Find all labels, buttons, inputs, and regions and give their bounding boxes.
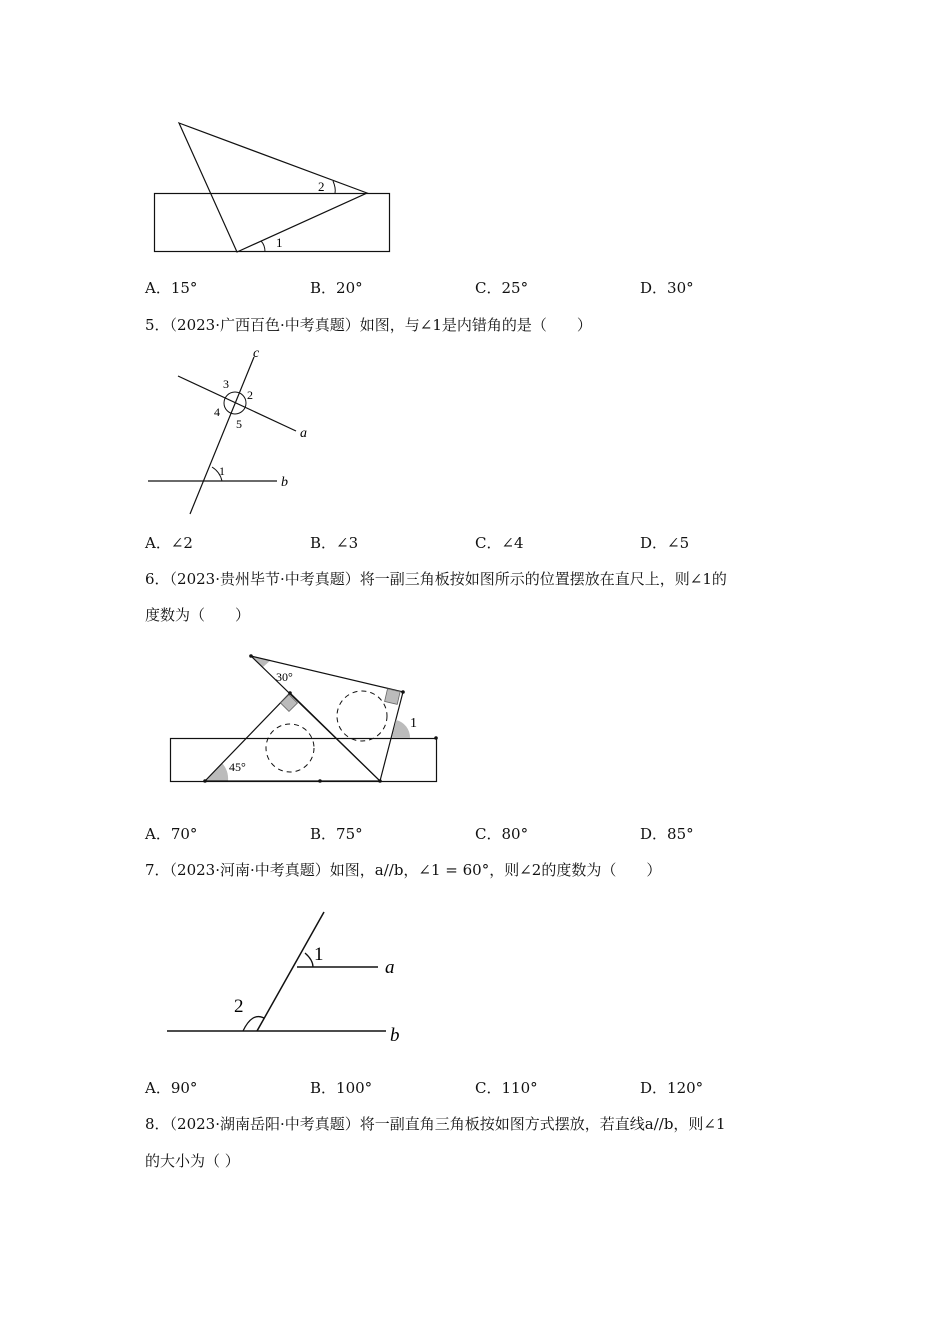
q7-option-b[interactable]: B．100° — [310, 1079, 373, 1097]
q7-option-c[interactable]: C．110° — [475, 1079, 538, 1097]
q6-options — [145, 823, 865, 845]
q8-stem: 8．（2023·湖南岳阳·中考真题）将一副直角三角板按如图方式摆放，若直线a//b，则∠1 — [145, 1115, 726, 1133]
label-2: 2 — [247, 388, 253, 402]
label-4: 4 — [214, 405, 220, 419]
label-3: 3 — [223, 377, 229, 391]
label-1: 1 — [314, 944, 324, 965]
label-2: 2 — [234, 996, 244, 1017]
q6-option-b[interactable]: B．75° — [310, 825, 363, 843]
point — [378, 779, 382, 783]
q4-figure — [150, 115, 395, 260]
q5-option-c[interactable]: C．∠4 — [475, 534, 524, 552]
q5-option-a[interactable]: A．∠2 — [145, 534, 193, 552]
label-a: a — [300, 426, 307, 441]
q6-option-c[interactable]: C．80° — [475, 825, 529, 843]
label-5: 5 — [236, 417, 242, 431]
right-angle-30 — [385, 689, 401, 705]
point — [249, 654, 253, 658]
label-b: b — [281, 475, 288, 490]
set-square-45-shade — [205, 763, 228, 781]
set-square-30 — [251, 656, 403, 781]
line-c — [190, 357, 254, 514]
q5-option-b[interactable]: B．∠3 — [310, 534, 359, 552]
angle-1-label: 1 — [276, 235, 283, 250]
label-a: a — [385, 957, 395, 978]
q4-option-b[interactable]: B．20° — [310, 279, 363, 297]
ruler — [155, 194, 390, 252]
q8-stem-line2: 的大小为（ ） — [145, 1152, 240, 1170]
angle-1-arc — [261, 241, 265, 252]
q6-stem: 6．（2023·贵州毕节·中考真题）将一副三角板按如图所示的位置摆放在直尺上，则∠1的 — [145, 570, 727, 588]
q7-options — [145, 1077, 865, 1099]
q5-options — [145, 532, 865, 554]
q4-option-d[interactable]: D．30° — [640, 279, 694, 297]
q4-option-c[interactable]: C．25° — [475, 279, 529, 297]
q4-options — [145, 277, 865, 299]
angle-2-label: 2 — [318, 179, 325, 194]
q6-figure — [165, 648, 445, 788]
label-30: 30° — [276, 670, 293, 684]
q6-option-a[interactable]: A．70° — [145, 825, 198, 843]
q6-stem-line2: 度数为（ ） — [145, 606, 251, 624]
dashed-circle-2 — [337, 691, 387, 741]
point — [203, 779, 207, 783]
label-1: 1 — [410, 716, 417, 731]
q7-option-a[interactable]: A．90° — [145, 1079, 198, 1097]
triangle — [179, 123, 367, 252]
transversal — [257, 912, 324, 1031]
q7-option-d[interactable]: D．120° — [640, 1079, 704, 1097]
label-c: c — [253, 346, 260, 361]
point — [401, 690, 405, 694]
q4-option-a[interactable]: A．15° — [145, 279, 198, 297]
label-45: 45° — [229, 760, 246, 774]
dashed-circle-1 — [266, 724, 314, 772]
q5-stem: 5．（2023·广西百色·中考真题）如图，与∠1是内错角的是（ ） — [145, 316, 592, 334]
label-b: b — [390, 1025, 400, 1046]
q7-figure — [160, 905, 410, 1050]
point — [288, 691, 292, 695]
q5-figure — [145, 340, 325, 520]
point — [318, 779, 322, 783]
q7-stem: 7．（2023·河南·中考真题）如图，a//b，∠1 = 60°，则∠2的度数为（ ） — [145, 861, 662, 879]
label-1: 1 — [219, 464, 225, 478]
q6-option-d[interactable]: D．85° — [640, 825, 694, 843]
q5-option-d[interactable]: D．∠5 — [640, 534, 690, 552]
point — [434, 736, 438, 740]
angle-2-arc — [333, 181, 335, 193]
angle-1-arc — [305, 953, 313, 967]
